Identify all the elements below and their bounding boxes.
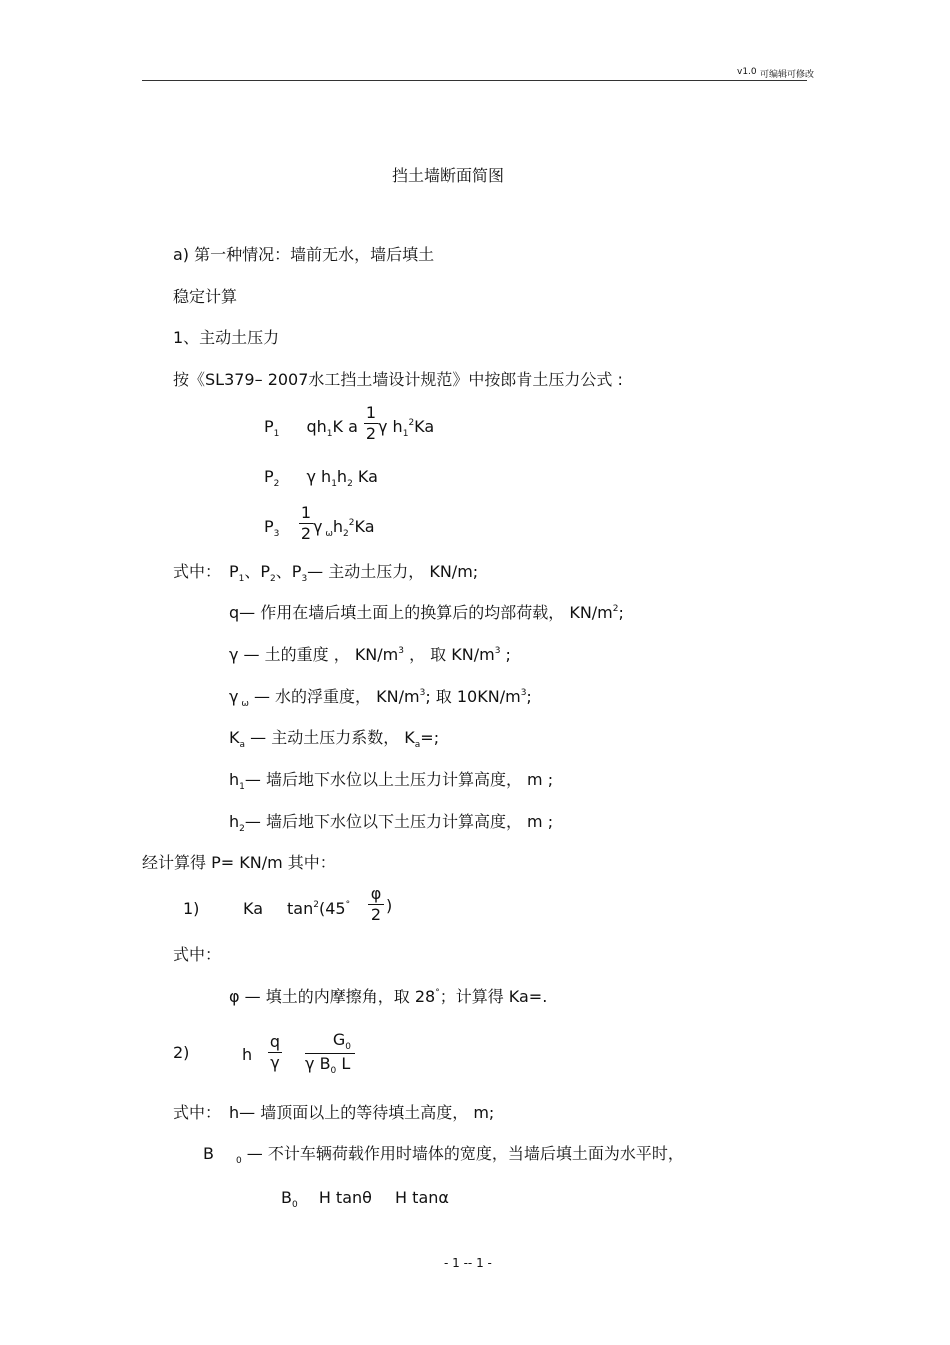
def-gamma-w: γ $_\omega$ — 水的浮重度， $KN/m^3$; 取 $10KN/m^3$; bbox=[229, 687, 532, 709]
formula-p3: $P_3$ bbox=[264, 517, 280, 539]
formula-p1-fraction: 1 2 bbox=[365, 403, 377, 443]
def-p: $P_1$、$P_2$、$P_3—$ 主动土压力， KN/m; bbox=[229, 562, 479, 584]
def-phi: φ — 填土的内摩擦角，取 28°；计算得 Ka=. bbox=[229, 987, 548, 1006]
def-h: h— 墙顶面以上的等待填土高度， m; bbox=[229, 1103, 495, 1122]
formula-p2: $P_2$ γ $h_1h_2$ Ka bbox=[264, 467, 378, 489]
formula-p3-fraction: 1 2 bbox=[300, 503, 312, 543]
eq2-lhs: h bbox=[242, 1045, 253, 1064]
eq1-lhs: Ka bbox=[243, 899, 264, 918]
eq1-index: 1) bbox=[183, 899, 200, 918]
where1-label: 式中： bbox=[173, 562, 222, 581]
case-a-heading: a) 第一种情况：墙前无水，墙后填土 bbox=[173, 245, 435, 264]
where3-label: 式中： bbox=[173, 1103, 222, 1122]
basis-text: 按《SL379– 2007水工挡土墙设计规范》中按郎肯土压力公式 : bbox=[173, 370, 623, 389]
eq3: $B_0$ H tanθ H tanα bbox=[281, 1188, 449, 1210]
header-rule bbox=[142, 80, 807, 81]
def-b0: B $_0$ — 不计车辆荷载作用时墙体的宽度，当墙后填土面为水平时， bbox=[203, 1144, 684, 1166]
header-note: 可编辑可修改 bbox=[760, 70, 815, 80]
def-gamma: γ — 土的重度 ， $KN/m^3$ ， 取 $KN/m^3$ ; bbox=[229, 645, 511, 664]
eq2-fraction-g: $G_0$ γ $B_0$ L bbox=[305, 1031, 355, 1076]
def-h2: $h_2—$ 墙后地下水位以下土压力计算高度， m ; bbox=[229, 812, 554, 834]
eq1-fraction: φ 2 bbox=[368, 885, 384, 924]
page-footer: - 1 -- 1 - bbox=[444, 1256, 492, 1270]
page-title: 挡土墙断面简图 bbox=[392, 166, 505, 185]
formula-p3-tail: γ $_\omega h_2^2Ka$ bbox=[313, 517, 375, 539]
eq1-close: ) bbox=[386, 896, 393, 915]
eq1-rhs: $\tan^2(45^\circ$ bbox=[287, 899, 351, 918]
where2-label: 式中： bbox=[173, 945, 222, 964]
header-version: v1.0 bbox=[737, 67, 757, 77]
item1-heading: 1、主动土压力 bbox=[173, 328, 280, 347]
result-line: 经计算得 P= KN/m 其中： bbox=[142, 853, 336, 872]
formula-p1: $P_1$ $qh_1K$ a bbox=[264, 417, 358, 439]
eq2-fraction-q: q γ bbox=[269, 1032, 281, 1072]
formula-p1-tail: γ $h_1^2Ka$ bbox=[378, 417, 435, 439]
def-ka: $K_a$ — 主动土压力系数， $K_a=$; bbox=[229, 728, 440, 750]
stability-heading: 稳定计算 bbox=[173, 287, 238, 306]
def-h1: $h_1—$ 墙后地下水位以上土压力计算高度， m ; bbox=[229, 770, 554, 792]
def-q: q— 作用在墙后填土面上的换算后的均部荷载， $KN/m^2$; bbox=[229, 603, 624, 622]
eq2-index: 2) bbox=[173, 1043, 190, 1062]
